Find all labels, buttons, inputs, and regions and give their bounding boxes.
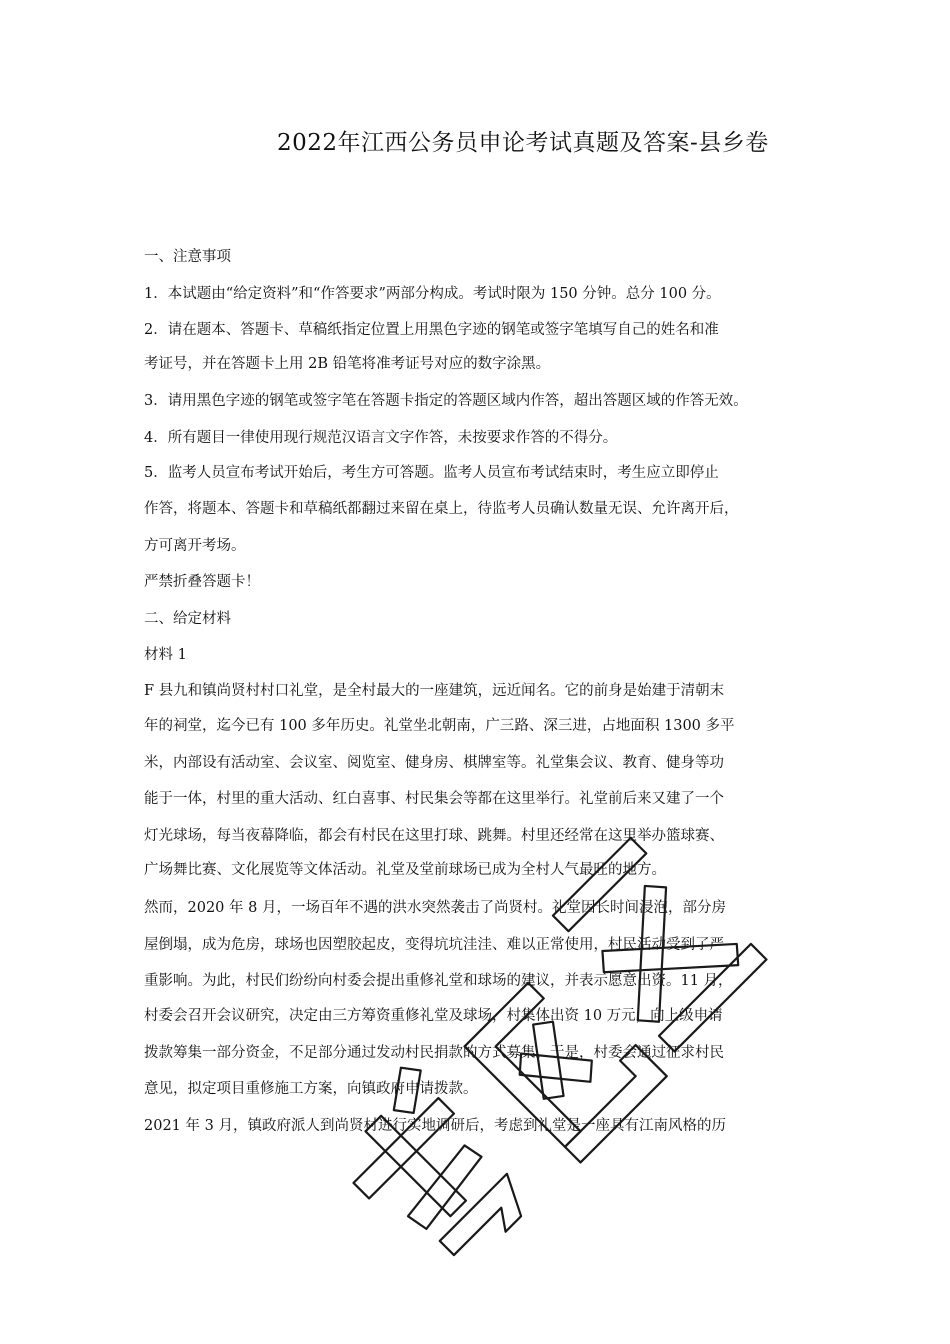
text-line: 5．监考人员宣布考试开始后，考生方可答题。监考人员宣布考试结束时，考生应立即停止: [144, 465, 719, 481]
text-line: 作答，将题本、答题卡和草稿纸都翻过来留在桌上，待监考人员确认数量无误、允许离开后，: [144, 501, 739, 517]
text-line: 考证号，并在答题卡上用 2B 铅笔将准考证号对应的数字涂黑。: [144, 356, 551, 372]
warning-line: 严禁折叠答题卡！: [144, 574, 260, 590]
material-heading: 材料 1: [144, 647, 187, 663]
text-line: 广场舞比赛、文化展览等文体活动。礼堂及堂前球场已成为全村人气最旺的地方。: [144, 862, 666, 878]
text-line: 4．所有题目一律使用现行规范汉语言文字作答，未按要求作答的不得分。: [144, 430, 618, 446]
text-line: 米，内部设有活动室、会议室、阅览室、健身房、棋牌室等。礼堂集会议、教育、健身等功: [144, 755, 724, 771]
text-line: 然而，2020 年 8 月，一场百年不遇的洪水突然袭击了尚贤村。礼堂因长时间浸泡，部分房: [144, 900, 726, 916]
text-line: 意见，拟定项目重修施工方案，向镇政府申请拨款。: [144, 1081, 478, 1097]
text-line: 灯光球场，每当夜幕降临，都会有村民在这里打球、跳舞。村里还经常在这里举办篮球赛、: [144, 828, 724, 844]
text-line: F 县九和镇尚贤村村口礼堂，是全村最大的一座建筑，远近闻名。它的前身是始建于清朝末: [144, 683, 725, 699]
text-line: 方可离开考场。: [144, 538, 246, 554]
text-line: 2021 年 3 月，镇政府派人到尚贤村进行实地调研后，考虑到礼堂是一座具有江南风格的历: [144, 1118, 726, 1134]
text-line: 重影响。为此，村民们纷纷向村委会提出重修礼堂和球场的建议，并表示愿意出资。11 月，: [144, 973, 733, 989]
section-heading: 二、给定材料: [144, 611, 231, 627]
text-line: 年的祠堂，迄今已有 100 多年历史。礼堂坐北朝南，广三路、深三进，占地面积 1300 多平: [144, 718, 735, 734]
text-line: 3．请用黑色字迹的钢笔或签字笔在答题卡指定的答题区域内作答，超出答题区域的作答无效。: [144, 393, 748, 409]
text-line: 能于一体，村里的重大活动、红白喜事、村民集会等都在这里举行。礼堂前后来又建了一个: [144, 791, 724, 807]
text-line: 拨款筹集一部分资金，不足部分通过发动村民捐款的方式募集。于是，村委会通过征求村民: [144, 1045, 724, 1061]
text-line: 村委会召开会议研究，决定由三方筹资重修礼堂及球场，村集体出资 10 万元，向上级申请: [144, 1008, 723, 1024]
text-line: 屋倒塌，成为危房，球场也因塑胶起皮，变得坑坑洼洼、难以正常使用，村民活动受到了严: [144, 937, 724, 953]
text-line: 1．本试题由“给定资料”和“作答要求”两部分构成。考试时限为 150 分钟。总分 100 分。: [144, 286, 721, 302]
document-title: 2022年江西公务员申论考试真题及答案-县乡卷: [277, 130, 769, 156]
text-line: 2．请在题本、答题卡、草稿纸指定位置上用黑色字迹的钢笔或签字笔填写自己的姓名和准: [144, 322, 719, 338]
section-heading: 一、注意事项: [144, 249, 231, 265]
